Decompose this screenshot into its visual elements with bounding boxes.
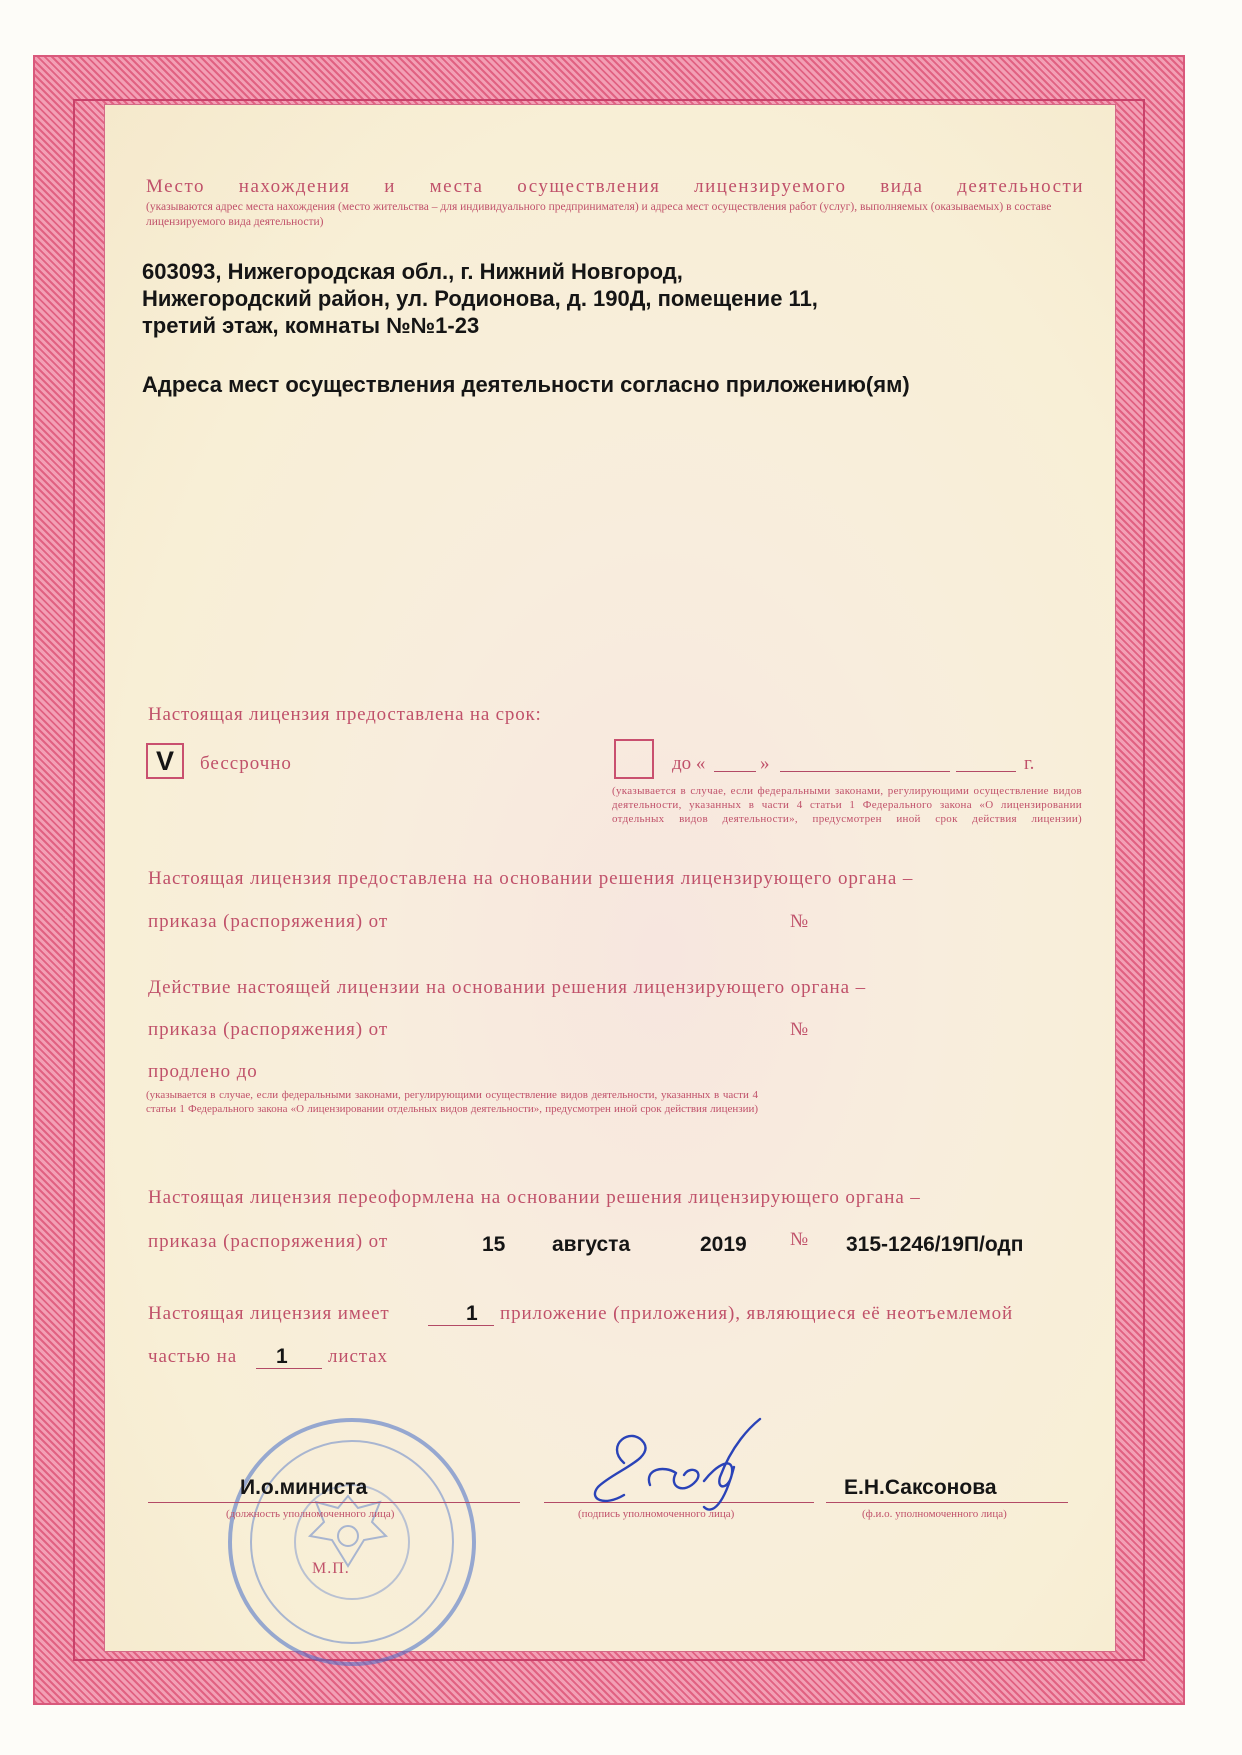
address-line-2: Нижегородский район, ул. Родионова, д. 190Д, помещение 11,: [142, 286, 818, 311]
until-month-line: [780, 771, 950, 772]
name-caption: (ф.и.о. уполномоченного лица): [862, 1508, 1007, 1520]
header-note: (указываются адрес места нахождения (место жительства – для индивидуального предпринимателя) и адреса мест осуществления работ (услуг), выполняемых (оказываемых) в составе лицензируемого вида деятельности): [146, 201, 1052, 228]
extension-order: приказа (распоряжения) от: [148, 1019, 389, 1040]
appendix-count: 1: [466, 1302, 478, 1325]
seal-emblem-icon: [228, 1418, 468, 1658]
until-year-suffix: г.: [1024, 753, 1035, 774]
reissue-year: 2019: [700, 1233, 747, 1256]
appendix-prefix: Настоящая лицензия имеет: [148, 1303, 390, 1324]
term-label: Настоящая лицензия предоставлена на срок:: [148, 704, 542, 725]
basis-order: приказа (распоряжения) от: [148, 911, 389, 932]
unlimited-checkbox: [146, 743, 184, 779]
appendix-suffix: приложение (приложения), являющиеся её неотъемлемой: [500, 1303, 1014, 1324]
basis-number-sign: №: [790, 911, 810, 932]
signer-name: Е.Н.Саксонова: [844, 1476, 997, 1499]
unlimited-check-mark: V: [155, 746, 174, 776]
reissue-number-sign: №: [790, 1229, 810, 1250]
sheets-suffix: листах: [328, 1346, 388, 1367]
extension-line: Действие настоящей лицензии на основании решения лицензирующего органа –: [148, 977, 867, 998]
official-seal: [228, 1418, 476, 1666]
until-label: до «: [672, 753, 706, 774]
position-line: [148, 1502, 520, 1503]
until-day-line: [714, 771, 756, 772]
seal-label: М.П.: [312, 1560, 350, 1577]
signature-caption: (подпись уполномоченного лица): [578, 1508, 735, 1520]
reissue-order: приказа (распоряжения) от: [148, 1231, 389, 1252]
unlimited-label: бессрочно: [200, 753, 292, 774]
name-line: [826, 1502, 1068, 1503]
reissue-month: августа: [552, 1233, 631, 1256]
reissue-number: 315-1246/19П/одп: [846, 1233, 1024, 1256]
header-title: Место нахождения и места осуществления лицензируемого вида деятельности: [146, 176, 1084, 197]
handwritten-signature: [584, 1415, 774, 1515]
sheets-count: 1: [276, 1345, 288, 1368]
extension-number-sign: №: [790, 1019, 810, 1040]
sheets-count-line: [256, 1368, 322, 1369]
address-line-1: 603093, Нижегородская обл., г. Нижний Новгород,: [142, 259, 683, 284]
until-note: (указывается в случае, если федеральными законами, регулирующими осуществление видов деятельности, указанных в части 4 статьи 1 Федерального закона «О лицензировании отдельных видов деятельности», предусмотрен иной срок действия лицензии): [612, 785, 1082, 825]
signer-position: И.о.министа: [240, 1476, 368, 1499]
extended-until-label: продлено до: [148, 1061, 258, 1082]
appendix-count-line: [428, 1325, 494, 1326]
address-line-3: третий этаж, комнаты №№1-23: [142, 313, 480, 338]
reissue-day: 15: [482, 1233, 506, 1256]
reissue-line: Настоящая лицензия переоформлена на основании решения лицензирующего органа –: [148, 1187, 921, 1208]
until-checkbox: [614, 739, 654, 779]
address-block: [142, 258, 1102, 339]
sheets-prefix: частью на: [148, 1346, 238, 1367]
until-year-line: [956, 771, 1016, 772]
position-caption: (должность уполномоченного лица): [226, 1508, 395, 1520]
extension-note: (указывается в случае, если федеральными законами, регулирующими осуществление видов деятельности, указанных в части 4 статьи 1 Федерального закона «О лицензировании отдельных видов деятельности», предусмотрен иной срок действия лицензии): [146, 1089, 758, 1115]
activity-addresses-note: Адреса мест осуществления деятельности согласно приложению(ям): [142, 372, 910, 397]
basis-line: Настоящая лицензия предоставлена на основании решения лицензирующего органа –: [148, 868, 914, 889]
until-quote-close: »: [760, 753, 770, 774]
